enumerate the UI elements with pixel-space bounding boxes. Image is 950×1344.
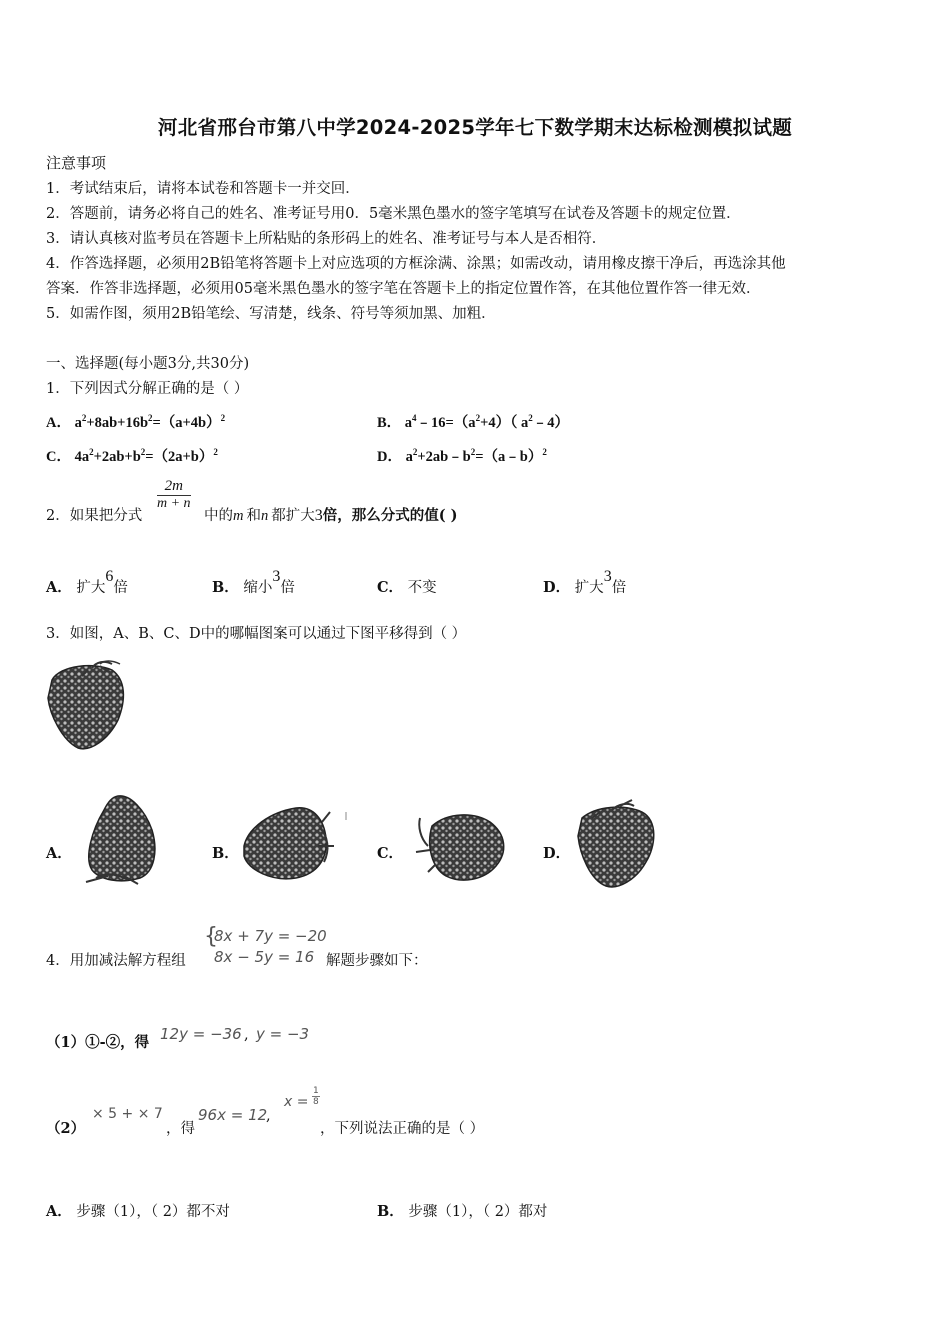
brace-icon: {: [204, 924, 218, 949]
notice-item: 4．作答选择题，必须用2B铅笔将答题卡上对应选项的方框涂满、涂黑；如需改动，请用橡皮擦干净后，再选涂其他: [46, 256, 786, 272]
notice-item: 5．如需作图，须用2B铅笔绘、写清楚，线条、符号等须加黑、加粗．: [46, 306, 496, 322]
q4-step2-mid: ，得: [166, 1121, 195, 1137]
strawberry-option-d-image: [578, 800, 654, 887]
question-1-stem: 1．下列因式分解正确的是（ ）: [46, 381, 249, 397]
q4-equation-2: 8x − 5y = 16: [214, 948, 315, 966]
q3-option-b-label[interactable]: B．: [212, 845, 239, 862]
q1-option-c[interactable]: C． $4a^2+2ab+b^2=(2a+b)^2$: [46, 447, 218, 465]
section-heading: 一、选择题(每小题3分,共30分): [46, 356, 250, 372]
q2-option-c[interactable]: C． 不变: [377, 579, 437, 596]
q4-option-b[interactable]: B． 步骤（1），（ 2）都对: [377, 1203, 548, 1220]
notice-item: 3．请认真核对监考员在答题卡上所粘贴的条形码上的姓名、准考证号与本人是否相符．: [46, 231, 607, 247]
strawberry-reference-image: [48, 661, 123, 749]
page-title: 河北省邢台市第八中学2024-2025学年七下数学期末达标检测模拟试题: [157, 116, 793, 139]
question-3-stem: 3．如图，A、B、C、D中的哪幅图案可以通过下图平移得到（ ）: [46, 626, 467, 642]
notice-item: 答案．作答非选择题，必须用05毫米黑色墨水的签字笔在答题卡上的指定位置作答，在其他位置作答一律无效．: [46, 281, 761, 297]
question-4-stem-suffix: 解题步骤如下：: [326, 953, 428, 969]
q1-option-d[interactable]: D． $a^2+2ab﹣b^2=(a﹣b)^2$: [377, 447, 547, 465]
question-4-stem-prefix: 4．用加减法解方程组: [46, 953, 186, 969]
q4-step2-x: x =: [284, 1094, 309, 1110]
notice-item: 2．答题前，请务必将自己的姓名、准考证号用0．5毫米黑色墨水的签字笔填写在试卷及答题卡的规定位置．: [46, 206, 741, 222]
q1-option-a[interactable]: A． $a^2+8ab+16b^2=(a+4b)^2$: [46, 413, 226, 431]
q4-equation-1: 8x + 7y = −20: [214, 927, 327, 945]
notice-item: 1．考试结束后，请将本试卷和答题卡一并交回．: [46, 181, 360, 197]
q1-option-b[interactable]: B． $a^4﹣16=(a^2+4)$（ $a^2﹣4$）: [377, 413, 569, 431]
q4-step2-suffix: ，下列说法正确的是（ ）: [320, 1121, 485, 1137]
q3-option-d-label[interactable]: D．: [543, 845, 571, 862]
q2-option-a[interactable]: A． 扩大6倍: [46, 568, 128, 596]
q4-step2-eq: 96x = 12: [198, 1106, 268, 1124]
strawberry-option-b-image: [244, 808, 346, 879]
q4-step1-eq1: 12y = −36: [160, 1025, 242, 1043]
q4-step2-fraction: 1 8: [313, 1086, 319, 1107]
q4-step2-label: （2）: [46, 1120, 86, 1137]
fraction-numerator: 2m: [157, 478, 191, 496]
q4-step1-label: （1）①-②，得: [46, 1034, 150, 1051]
question-2-stem-prefix: 2．如果把分式: [46, 508, 143, 524]
q2-option-b[interactable]: B． 缩小3倍: [212, 568, 295, 596]
question-2-stem: 中的m 和n 都扩大3倍，那么分式的值( ): [204, 507, 458, 524]
fraction-denominator: m + n: [157, 496, 191, 511]
q4-step2-sep: ,: [266, 1108, 271, 1124]
notice-heading: 注意事项: [46, 154, 107, 172]
q4-step2-operation: × 5 + × 7: [92, 1106, 163, 1122]
q3-option-c-label[interactable]: C．: [377, 845, 404, 862]
strawberry-option-a-image: [86, 796, 155, 884]
q4-option-a[interactable]: A． 步骤（1），（ 2）都不对: [46, 1203, 230, 1220]
q2-option-d[interactable]: D． 扩大3倍: [543, 568, 627, 596]
q4-step1-sep: ,: [244, 1027, 249, 1043]
q3-option-a-label[interactable]: A．: [46, 845, 72, 862]
strawberry-option-c-image: [416, 815, 504, 880]
q4-step1-eq2: y = −3: [256, 1025, 310, 1043]
